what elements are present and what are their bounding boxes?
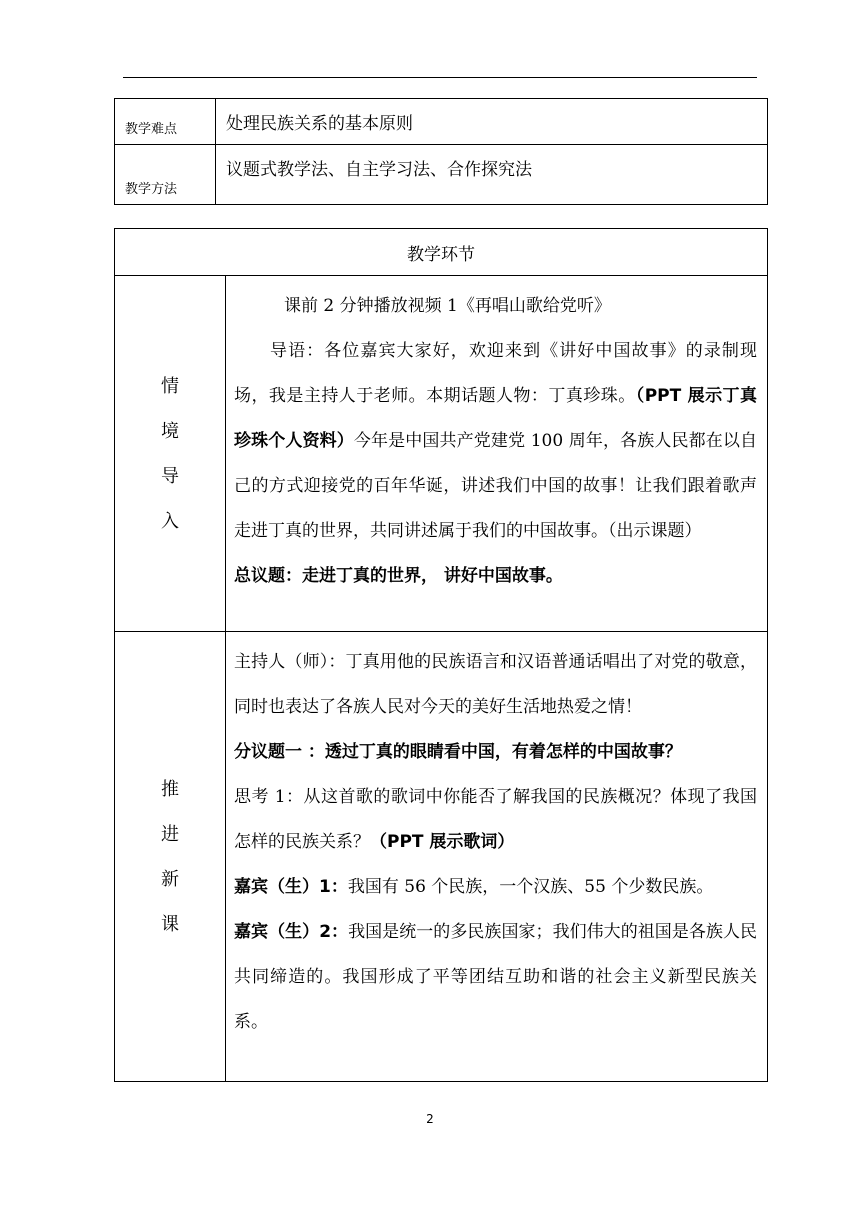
video-note: 课前 2 分钟播放视频 1《再唱山歌给党听》 bbox=[284, 296, 611, 316]
thinking-1 bbox=[234, 775, 757, 865]
main-topic: 总议题：走进丁真的世界， 讲好中国故事。 bbox=[234, 566, 563, 586]
side-char: 推 bbox=[161, 778, 179, 800]
method-value: 议题式教学法、自主学习法、合作探究法 bbox=[216, 145, 768, 205]
teaching-steps-table bbox=[114, 228, 768, 1082]
method-label: 教学方法 bbox=[115, 145, 216, 205]
section-intro-row bbox=[115, 276, 768, 632]
intro-bold-text: （PPT 展示丁真珍珠个人资料） bbox=[234, 386, 758, 451]
table-row bbox=[115, 99, 768, 145]
section-new-lesson-row bbox=[115, 632, 768, 1082]
intro-text-2: 今年是中国共产党建党 100 周年，各族人民都在以自己的方式迎接党的百年华诞，讲述我们中国的故事！让我们跟着歌声走进丁真的世界，共同讲述属于我们的中国故事。（出示课题） bbox=[234, 431, 757, 541]
host-paragraph: 主持人（师）：丁真用他的民族语言和汉语普通话唱出了对党的敬意，同时也表达了各族人民对今天的美好生活地热爱之情！ bbox=[234, 652, 757, 717]
difficulty-value: 处理民族关系的基本原则 bbox=[216, 99, 768, 145]
side-char: 情 bbox=[161, 375, 179, 397]
section-new-lesson-label bbox=[115, 632, 226, 1082]
guest-answer-2 bbox=[234, 910, 757, 1045]
side-char: 入 bbox=[161, 510, 179, 532]
table-header: 教学环节 bbox=[115, 229, 768, 276]
guest-answer-1 bbox=[234, 865, 757, 910]
guest-text-1: 我国有 56 个民族，一个汉族、55 个少数民族。 bbox=[347, 877, 714, 897]
thinking-text: 思考 1：从这首歌的歌词中你能否了解我国的民族概况？体现了我国怎样的民族关系？ bbox=[234, 787, 757, 852]
info-table bbox=[114, 98, 768, 205]
section-new-lesson-content bbox=[226, 632, 768, 1082]
page-number: 2 bbox=[426, 1112, 434, 1126]
table-row bbox=[115, 145, 768, 205]
side-char: 课 bbox=[161, 913, 179, 935]
guest-text-2: 我国是统一的多民族国家；我们伟大的祖国是各族人民共同缔造的。我国形成了平等团结互助和谐的社会主义新型民族关系。 bbox=[234, 922, 757, 1032]
section-intro-label bbox=[115, 276, 226, 632]
section-intro-content bbox=[226, 276, 768, 632]
side-char: 新 bbox=[161, 868, 179, 890]
guest-label-1: 嘉宾（生）1： bbox=[234, 877, 348, 897]
header-rule bbox=[123, 77, 757, 78]
side-char: 境 bbox=[161, 420, 179, 442]
table-header-row bbox=[115, 229, 768, 276]
sub-topic-1: 分议题一 ：透过丁真的眼睛看中国，有着怎样的中国故事？ bbox=[234, 742, 682, 762]
thinking-bold-text: （PPT 展示歌词） bbox=[370, 832, 515, 852]
guest-label-2: 嘉宾（生）2： bbox=[234, 922, 349, 942]
difficulty-label: 教学难点 bbox=[115, 99, 216, 145]
intro-paragraph bbox=[234, 329, 757, 554]
side-char: 导 bbox=[161, 465, 179, 487]
side-char: 进 bbox=[161, 823, 179, 845]
intro-text: 导语：各位嘉宾大家好，欢迎来到《讲好中国故事》的录制现场，我是主持人于老师。本期话题人物：丁真珍珠。 bbox=[234, 341, 757, 406]
